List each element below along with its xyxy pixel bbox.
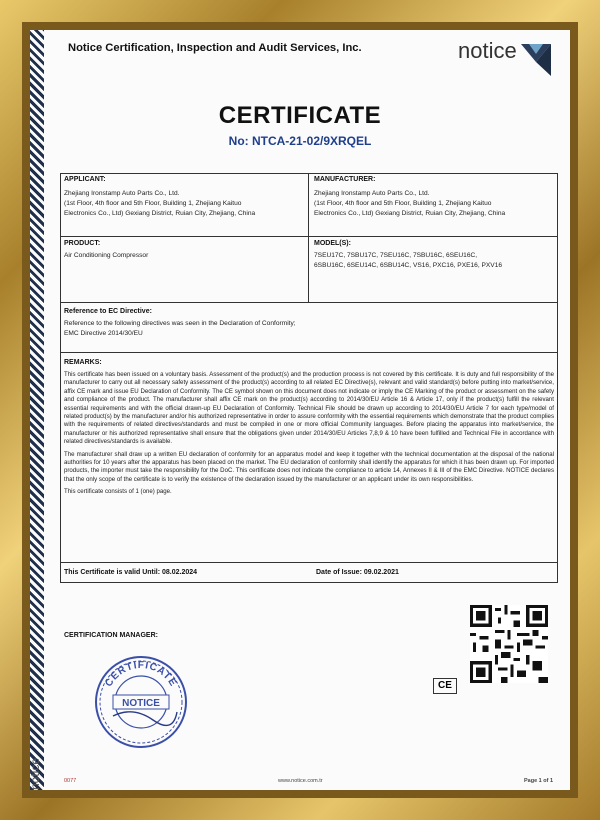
footer-page: Page 1 of 1 — [524, 778, 554, 784]
side-logo-text: notice — [28, 757, 42, 790]
manufacturer-heading: MANUFACTURER: — [314, 176, 376, 183]
product-value: Air Conditioning Compressor — [64, 252, 149, 259]
certificate-number: No: NTCA-21-02/9XRQEL — [228, 134, 372, 148]
stamp-top-text: CERTIFICATE — [103, 659, 179, 689]
models-line: 6SBU16C, 6SEU14C, 6SBU14C, VS16, PXC16, PXE16, PXV16 — [314, 262, 503, 269]
parties-divider — [308, 173, 309, 237]
directive-cell — [60, 306, 558, 341]
logo-text: notice — [458, 38, 517, 63]
manufacturer-line: Electronics Co., Ltd) Gexiang District, Ruian City, Zhejiang, China — [314, 210, 506, 217]
footer-code: 0077 — [64, 778, 77, 784]
manufacturer-line: Zhejiang Ironstamp Auto Parts Co., Ltd. — [314, 190, 430, 197]
manufacturer-line: (1st Floor, 4th floor and 5th Floor, Building 1, Zhejiang Kaituo — [314, 200, 492, 207]
applicant-heading: APPLICANT: — [64, 176, 106, 183]
models-heading: MODEL(S): — [314, 240, 351, 247]
directive-line: Reference to the following directives was seen in the Declaration of Conformity; — [64, 320, 296, 327]
company-name: Notice Certification, Inspection and Audit Services, Inc. — [68, 42, 362, 54]
applicant-cell — [60, 174, 308, 221]
applicant-line: Zhejiang Ironstamp Auto Parts Co., Ltd. — [64, 190, 180, 197]
remarks-paragraph: The manufacturer shall draw up a written EU declaration of conformity for an apparatus model and keep it together with the technical documentation at the disposal of the national authorities for 10 years after the apparatus has been placed on the market. The EU declaration of conformity shall identify the apparatus for which it has been drawn up. For imported products, the importer must take the responsibility for the DoC. This certificate does not indicate the compliance to article 14, Annexes II & III of the EMC Directive. NOTICE declares that the only scope of the certificate is to verify the existence of the declaration issued by the manufacturer or an applicant under its own responsibilities. — [64, 450, 554, 483]
models-cell — [310, 238, 558, 273]
product-divider — [308, 237, 309, 303]
manufacturer-cell — [310, 174, 558, 221]
directive-line: EMC Directive 2014/30/EU — [64, 330, 143, 337]
remarks-cell — [60, 357, 558, 503]
certification-manager-label: CERTIFICATION MANAGER: — [64, 632, 158, 639]
valid-until: This Certificate is valid Until: 08.02.2024 — [64, 569, 198, 576]
certificate-stamp — [93, 654, 189, 750]
applicant-line: Electronics Co., Ltd) Gexiang District, Ruian City, Zhejiang, China — [64, 210, 256, 217]
directive-heading: Reference to EC Directive: — [64, 308, 152, 315]
qr-code-icon — [470, 605, 548, 683]
footer-website: www.notice.com.tr — [278, 778, 323, 784]
remarks-heading: REMARKS: — [64, 359, 102, 366]
certificate-document — [30, 30, 570, 790]
product-cell — [60, 238, 308, 263]
applicant-line: (1st Floor, 4th floor and 5th Floor, Building 1, Zhejiang Kaituo — [64, 200, 242, 207]
models-line: 7SEU17C, 7SBU17C, 7SEU16C, 7SBU16C, 6SEU16C, — [314, 252, 478, 259]
remarks-paragraph: This certificate consists of 1 (one) page. — [64, 488, 172, 496]
notice-logo-icon — [519, 34, 553, 78]
remarks-paragraph: This certificate has been issued on a voluntary basis. Assessment of the product(s) and the production process is not covered by this certificate. It is duty and full responsibility of the manufacturer to carry out all necessary safety assessment of the product(s) according to all related EC Directive(s), relevant and valid standard(s) before putting into market/service, affix CE mark and issue EU Declaration of Conformity. The CE symbol shown on this document does not indicate or imply the CE Marking of the product or assessment on the safety and compliance of the product. The manufacturer shall affix CE mark on the product(s) according to 2014/30/EU Article 16 & Article 17, only if the product(s) fulfill the relevant essential requirements and with the official drawn-up EU Declaration of Conformity. Technical File should be drawn up according to 2014/30/EU Article 7 for each type/model of related product(s) by the manufacturer and/or his authorized representative in order to assure conformity with the essential requirements which demonstrate that the product complies with the requirements of related directives/standards and must be compiled in one or more official Community languages. Before placing the apparatus into market/service, the manufacturer or his authorized representative shall ensure that the obligations given under 2014/30/EU Articles 7,8,9 & 10 have been fulfilled and Technical File in accordance with related directives/standards is available. — [64, 371, 554, 446]
ce-mark: CE — [433, 678, 457, 694]
product-heading: PRODUCT: — [64, 240, 101, 247]
stamp-center-text: NOTICE — [122, 698, 160, 709]
date-of-issue: Date of Issue: 09.02.2021 — [316, 569, 399, 576]
certificate-title: CERTIFICATE — [218, 102, 382, 129]
